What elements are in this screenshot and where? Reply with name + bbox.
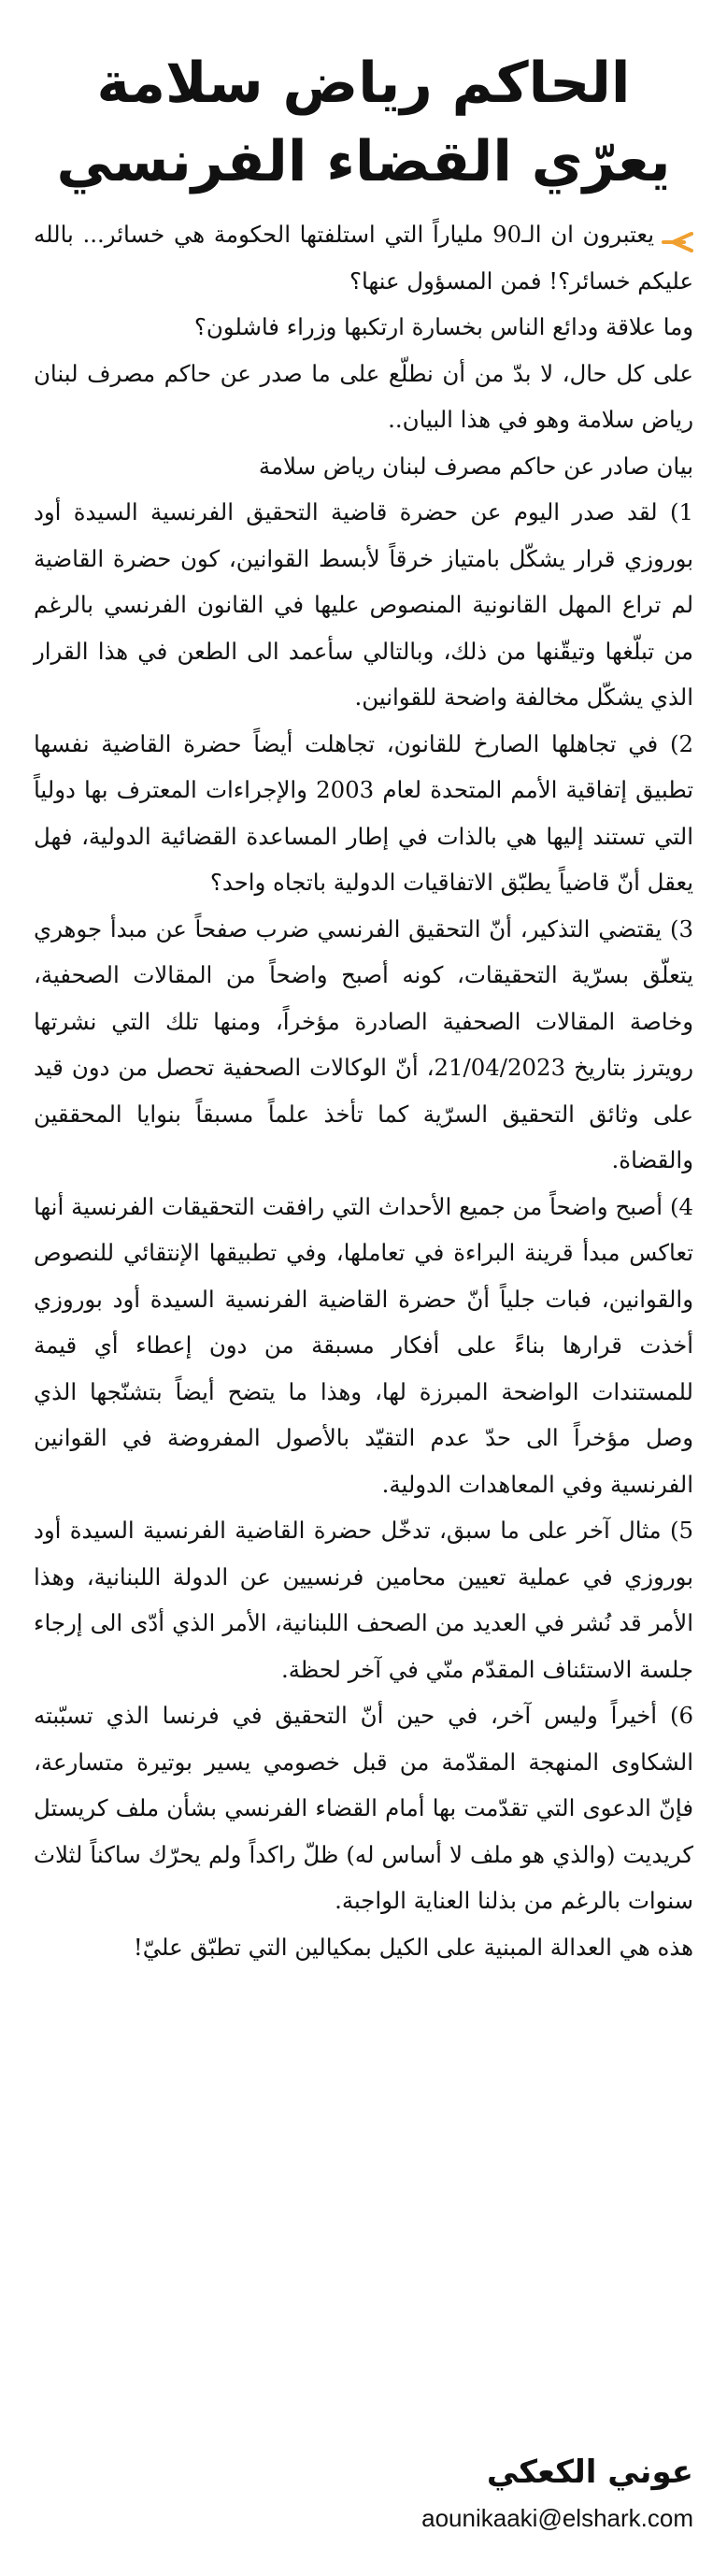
statement-heading: بيان صادر عن حاكم مصرف لبنان رياض سلامة xyxy=(258,452,693,480)
statement-item-5: 5) مثال آخر على ما سبق، تدخّل حضرة القاضية الفرنسية السيدة أود بوروزي في عملية تعيين محامين فرنسيين عن الدولة اللبنانية، وهذا الأمر قد نُشر في العديد من الصحف اللبنانية، الأمر الذي أدّى الى إرجاء جلسة الاستئناف المقدّم منّي في آخر لحظة. xyxy=(34,1517,693,1683)
statement-item-6: 6) أخيراً وليس آخر، في حين أنّ التحقيق في فرنسا الذي تسبّبته الشكاوى المنهجة المقدّمة من قبل خصومي يسير بوتيرة متسارعة، فإنّ الدعوى التي تقدّمت بها أمام القضاء الفرنسي بشأن ملف كريستل كريديت (والذي هو ملف لا أساس له) ظلّ راكداً ولم يحرّك ساكناً لثلاث سنوات بالرغم من بذلنا العناية الواجبة. xyxy=(34,1702,693,1914)
closing-paragraph: هذه هي العدالة المبنية على الكيل بمكيالين التي تطبّق عليّ! xyxy=(133,1933,693,1961)
lead-paragraph: يعتبرون ان الـ90 ملياراً التي استلفتها الحكومة هي خسائر... بالله عليكم خسائر؟! فمن المسؤول عنها؟ xyxy=(34,221,693,295)
headline xyxy=(37,44,690,201)
statement-item-2: 2) في تجاهلها الصارخ للقانون، تجاهلت أيضاً حضرة القاضية نفسها تطبيق إتفاقية الأمم المتحدة لعام 2003 والإجراءات المعترف بها دولياً التي تستند إليها هي بالذات في إطار المساعدة القضائية الدولية، فهل يعقل أنّ قاضياً يطبّق الاتفاقيات الدولية باتجاه واحد؟ xyxy=(34,729,693,896)
author-name: عوني الكعكي xyxy=(486,2454,693,2491)
statement-item-3: 3) يقتضي التذكير، أنّ التحقيق الفرنسي ضرب صفحاً عن مبدأ جوهري يتعلّق بسرّية التحقيقات، كونه أصبح واضحاً من المقالات الصحفية، وخاصة المقالات الصحفية الصادرة مؤخراً، ومنها تلك التي نشرتها رويترز بتاريخ 21/04/2023، أنّ الوكالات الصحفية تحصل من دون قيد على وثائق التحقيق السرّية كما تأخذ علماً مسبقاً بنوايا المحققين والقضاة. xyxy=(34,914,693,1173)
author-email[interactable]: aounikaaki@elshark.com xyxy=(421,2504,693,2532)
headline-line-2: يعرّي القضاء الفرنسي xyxy=(56,129,671,195)
headline-line-1: الحاكم رياض سلامة xyxy=(96,50,631,117)
paragraph-intro: على كل حال، لا بدّ من أن نطلّع على ما صدر عن حاكم مصرف لبنان رياض سلامة وهو في هذا البيان.. xyxy=(34,359,693,433)
statement-item-4: 4) أصبح واضحاً من جميع الأحداث التي رافقت التحقيقات الفرنسية أنها تعاكس مبدأ قرينة البراءة في تعاملها، وفي تطبيقها الإنتقائي للنصوص والقوانين، فبات جلياً أنّ حضرة القاضية الفرنسية السيدة أود بوروزي أخذت قرارها بناءً على أفكار مسبقة من دون إعطاء أي قيمة للمستندات الواضحة المبرزة لها، وهذا ما يتضح أيضاً بتشنّجها الذي وصل مؤخراً الى حدّ عدم التقيّد بالأصول المفروضة في القوانين الفرنسية وفي المعاهدات الدولية. xyxy=(34,1192,693,1498)
paragraph-deposits: وما علاقة ودائع الناس بخسارة ارتكبها وزراء فاشلون؟ xyxy=(193,313,693,340)
statement-item-1: 1) لقد صدر اليوم عن حضرة قاضية التحقيق الفرنسية السيدة أود بوروزي قرار يشكّل بامتياز خرقاً لأبسط القوانين، كون حضرة القاضية لم تراع المهل القانونية المنصوص عليها في القانون الفرنسي بالرغم من تبلّغها وتيقّنها من ذلك، وبالتالي سأعمد الى الطعن في هذا القرار الذي يشكّل مخالفة واضحة للقوانين. xyxy=(34,498,693,711)
article-body xyxy=(34,211,693,1970)
